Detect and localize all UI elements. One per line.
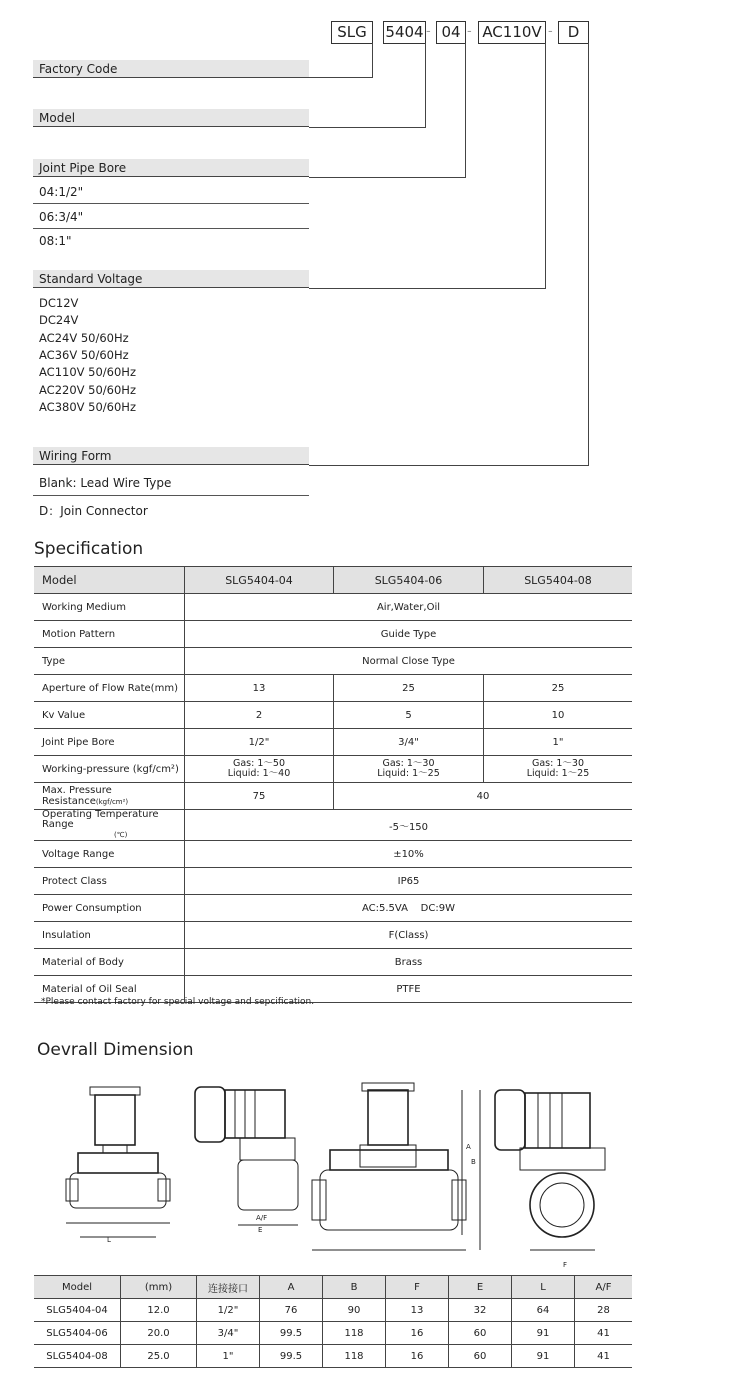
header-cell: (mm) <box>121 1276 197 1299</box>
table-row <box>34 729 632 756</box>
row-label <box>34 783 185 810</box>
drawing-label-l: L <box>107 1236 111 1244</box>
row-value: 75 <box>185 783 334 810</box>
gas-pressure: Gas: 1～30 <box>532 758 584 769</box>
cell: 28 <box>575 1299 633 1322</box>
row-label: Kv Value <box>34 702 185 729</box>
row-label: Material of Body <box>34 949 185 976</box>
standard-voltage-label: Standard Voltage <box>33 270 309 288</box>
header-cell: SLG5404-06 <box>334 567 484 594</box>
header-cell: A <box>260 1276 323 1299</box>
cell: 16 <box>386 1345 449 1368</box>
cell: SLG5404-04 <box>34 1299 121 1322</box>
header-cell: SLG5404-08 <box>484 567 633 594</box>
cell: 13 <box>386 1299 449 1322</box>
row-value: PTFE <box>185 976 633 1003</box>
table-row <box>34 1322 632 1345</box>
drawing-label-af: A/F <box>256 1214 268 1222</box>
wiring-option: Blank: Lead Wire Type <box>39 476 172 490</box>
header-cell: L <box>512 1276 575 1299</box>
bore-option: 04:1/2" <box>39 185 84 199</box>
row-value: AC:5.5VA DC:9W <box>185 895 633 922</box>
divider <box>33 495 309 496</box>
dimension-table <box>34 1275 632 1368</box>
table-row <box>34 648 632 675</box>
voltage-option: AC24V 50/60Hz <box>39 331 129 345</box>
cell: 90 <box>323 1299 386 1322</box>
row-label: Motion Pattern <box>34 621 185 648</box>
valve-front-view-small <box>66 1087 170 1237</box>
header-cell: A/F <box>575 1276 633 1299</box>
bore-option: 08:1" <box>39 234 72 248</box>
row-value: -5～150 <box>185 810 633 841</box>
code-separator: - <box>467 24 472 39</box>
table-row <box>34 868 632 895</box>
valve-side-view-small <box>195 1087 298 1225</box>
divider <box>33 228 309 229</box>
row-value: 25 <box>334 675 484 702</box>
row-value: IP65 <box>185 868 633 895</box>
header-cell: Model <box>34 1276 121 1299</box>
factory-code-label: Factory Code <box>33 60 309 78</box>
cell: 16 <box>386 1322 449 1345</box>
voltage-option: AC380V 50/60Hz <box>39 400 136 414</box>
cell: 118 <box>323 1345 386 1368</box>
drawing-label-b: B <box>471 1158 476 1166</box>
cell: 99.5 <box>260 1345 323 1368</box>
row-label: Working-pressure (kgf/cm²) <box>34 756 185 783</box>
table-row <box>34 1299 632 1322</box>
row-value: ±10% <box>185 841 633 868</box>
voltage-option: AC110V 50/60Hz <box>39 365 136 379</box>
connector-line <box>309 43 589 466</box>
dimension-drawings <box>40 1075 640 1270</box>
row-label: Protect Class <box>34 868 185 895</box>
row-value: Air,Water,Oil <box>185 594 633 621</box>
wiring-option: D：Join Connector <box>39 504 148 518</box>
table-row <box>34 841 632 868</box>
liquid-pressure: Liquid: 1～25 <box>377 768 440 779</box>
cell: 3/4" <box>197 1322 260 1345</box>
table-row <box>34 675 632 702</box>
table-row <box>34 895 632 922</box>
header-cell: Model <box>34 567 185 594</box>
row-value: Guide Type <box>185 621 633 648</box>
header-cell: 连接接口 <box>197 1276 260 1299</box>
code-part-model: 5404 <box>383 21 426 44</box>
row-value: 25 <box>484 675 633 702</box>
table-row <box>34 621 632 648</box>
row-label-text: Operating Temperature Range <box>42 809 159 830</box>
row-label: Aperture of Flow Rate(mm) <box>34 675 185 702</box>
cell: 91 <box>512 1345 575 1368</box>
table-row <box>34 810 632 841</box>
table-row <box>34 949 632 976</box>
code-part-voltage: AC110V <box>478 21 546 44</box>
table-header-row <box>34 567 632 594</box>
row-value <box>334 756 484 783</box>
row-value: Brass <box>185 949 633 976</box>
code-separator: - <box>426 24 431 39</box>
voltage-option: DC24V <box>39 313 79 327</box>
drawing-label-e: E <box>258 1226 263 1234</box>
cell: 25.0 <box>121 1345 197 1368</box>
header-cell: E <box>449 1276 512 1299</box>
cell: 1/2" <box>197 1299 260 1322</box>
row-label: Voltage Range <box>34 841 185 868</box>
dimension-markers <box>462 1090 480 1250</box>
row-label: Power Consumption <box>34 895 185 922</box>
joint-pipe-bore-label: Joint Pipe Bore <box>33 159 309 177</box>
row-value: 2 <box>185 702 334 729</box>
row-label <box>34 810 185 841</box>
valve-front-view-large <box>312 1083 466 1250</box>
specification-table <box>34 566 632 1003</box>
header-cell: SLG5404-04 <box>185 567 334 594</box>
code-separator: - <box>548 24 553 39</box>
row-value: 1/2" <box>185 729 334 756</box>
wiring-form-label: Wiring Form <box>33 447 309 465</box>
cell: SLG5404-08 <box>34 1345 121 1368</box>
row-value: 1" <box>484 729 633 756</box>
cell: 41 <box>575 1345 633 1368</box>
model-label: Model <box>33 109 309 127</box>
header-cell: F <box>386 1276 449 1299</box>
valve-side-view-large <box>495 1090 605 1250</box>
table-header-row <box>34 1276 632 1299</box>
row-label: Joint Pipe Bore <box>34 729 185 756</box>
code-part-wiring: D <box>558 21 589 44</box>
row-value: 13 <box>185 675 334 702</box>
table-row <box>34 594 632 621</box>
row-label: Working Medium <box>34 594 185 621</box>
row-value: 5 <box>334 702 484 729</box>
code-part-series: SLG <box>331 21 373 44</box>
cell: 12.0 <box>121 1299 197 1322</box>
liquid-pressure: Liquid: 1～25 <box>526 768 590 779</box>
cell: 1" <box>197 1345 260 1368</box>
row-value: F(Class) <box>185 922 633 949</box>
cell: 64 <box>512 1299 575 1322</box>
code-part-bore: 04 <box>436 21 466 44</box>
cell: 118 <box>323 1322 386 1345</box>
footnote: *Please contact factory for special voltage and sepcification. <box>41 997 315 1007</box>
cell: 91 <box>512 1322 575 1345</box>
row-value <box>185 756 334 783</box>
table-row <box>34 756 632 783</box>
dimension-title: Oevrall Dimension <box>37 1040 194 1060</box>
cell: 99.5 <box>260 1322 323 1345</box>
cell: 20.0 <box>121 1322 197 1345</box>
specification-title: Specification <box>34 539 144 559</box>
unit-label: (kgf/cm²) <box>95 798 129 806</box>
bore-option: 06:3/4" <box>39 210 84 224</box>
row-label: Type <box>34 648 185 675</box>
table-row <box>34 1345 632 1368</box>
row-value: 40 <box>334 783 633 810</box>
drawing-label-f: F <box>563 1261 568 1269</box>
cell: 60 <box>449 1322 512 1345</box>
table-row <box>34 702 632 729</box>
cell: SLG5404-06 <box>34 1322 121 1345</box>
table-row <box>34 783 632 810</box>
cell: 76 <box>260 1299 323 1322</box>
voltage-option: DC12V <box>39 296 79 310</box>
row-value <box>484 756 633 783</box>
row-label-text: Max. Pressure Resistance <box>42 785 112 807</box>
cell: 41 <box>575 1322 633 1345</box>
liquid-pressure: Liquid: 1～40 <box>227 768 291 779</box>
row-label: Material of Oil Seal <box>34 976 185 1003</box>
header-cell: B <box>323 1276 386 1299</box>
cell: 32 <box>449 1299 512 1322</box>
row-value: Normal Close Type <box>185 648 633 675</box>
gas-pressure: Gas: 1～30 <box>382 758 435 769</box>
drawing-label-a: A <box>466 1143 471 1151</box>
voltage-option: AC220V 50/60Hz <box>39 383 136 397</box>
gas-pressure: Gas: 1～50 <box>233 758 285 769</box>
unit-label: (℃) <box>114 831 128 839</box>
row-label: Insulation <box>34 922 185 949</box>
row-value: 3/4" <box>334 729 484 756</box>
voltage-option: AC36V 50/60Hz <box>39 348 129 362</box>
divider <box>33 203 309 204</box>
row-value: 10 <box>484 702 633 729</box>
cell: 60 <box>449 1345 512 1368</box>
table-row <box>34 922 632 949</box>
